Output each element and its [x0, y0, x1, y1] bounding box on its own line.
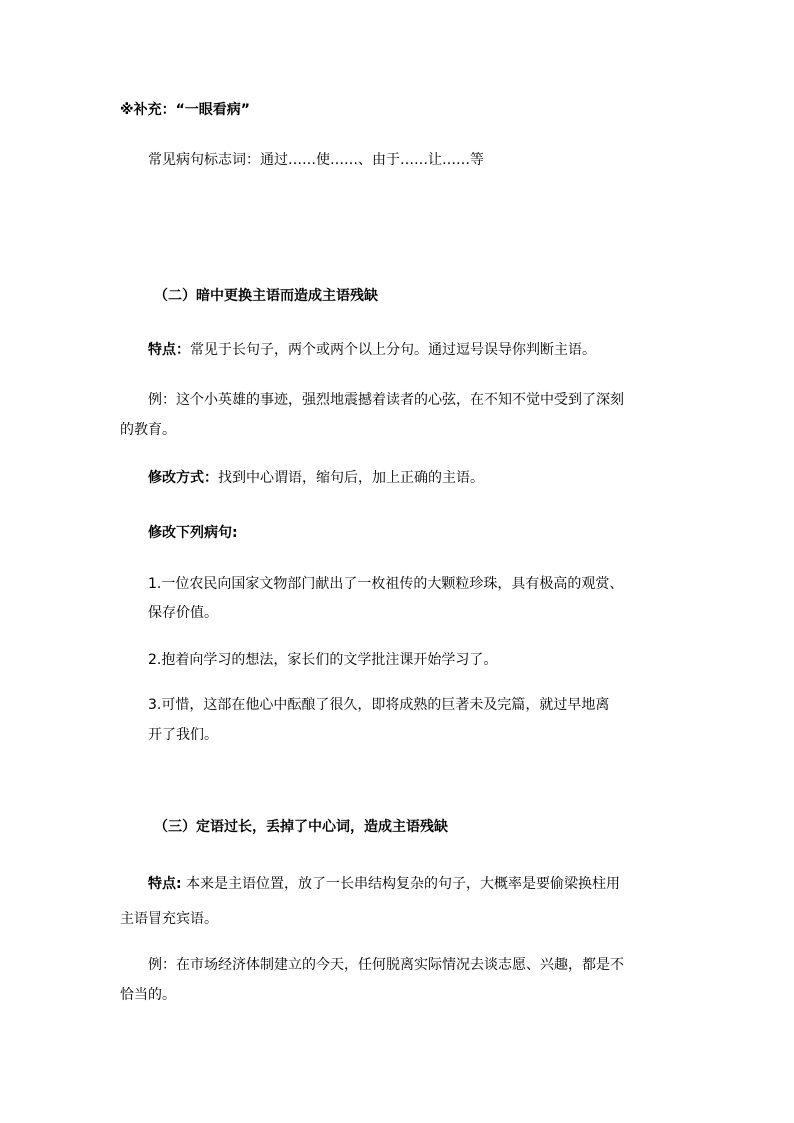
section2-example-line1: 例：这个小英雄的事迹，强烈地震撼着读者的心弦，在不知不觉中受到了深刻	[148, 392, 624, 408]
section2-feature	[148, 340, 596, 360]
section2-example-line2: 的教育。	[120, 422, 176, 438]
section3-example-line1: 例：在市场经济体制建立的今天，任何脱离实际情况去谈志愿、兴趣，都是不	[148, 957, 624, 973]
exercise-item-3-line2: 开了我们。	[148, 727, 218, 743]
supplement-heading: ※补充：“一眼看病”	[120, 102, 251, 118]
section3-example-line2: 恰当的。	[120, 987, 176, 1003]
exercise-item-1-line2: 保存价值。	[148, 605, 218, 621]
supplement-body: 常见病句标志词：通过……使……、由于……让……等	[148, 152, 484, 168]
section3-heading: （三）定语过长，丢掉了中心词，造成主语残缺	[154, 819, 448, 835]
exercise-item-1-line1: 1.一位农民向国家文物部门献出了一枚祖传的大颗粒珍珠，具有极高的观赏、	[148, 576, 624, 592]
section3-feature-line2: 主语冒充宾语。	[120, 911, 218, 927]
exercise-item-2-line1: 2.抱着向学习的想法，家长们的文学批注课开始学习了。	[148, 652, 498, 668]
section2-method-text: 找到中心谓语，缩句后，加上正确的主语。	[218, 470, 484, 486]
section2-method-label: 修改方式：	[148, 470, 218, 486]
section2-method	[148, 468, 484, 488]
section3-feature-line1	[148, 874, 620, 894]
exercise-item-3-line1: 3.可惜，这部在他心中酝酿了很久，即将成熟的巨著未及完篇，就过早地离	[148, 697, 610, 713]
section2-heading: （二）暗中更换主语而造成主语残缺	[154, 288, 378, 304]
section2-feature-text: 常见于长句子，两个或两个以上分句。通过逗号误导你判断主语。	[190, 342, 596, 358]
section3-feature-text: 本来是主语位置，放了一长串结构复杂的句子，大概率是要偷梁换柱用	[186, 876, 621, 892]
section2-feature-label: 特点：	[148, 342, 190, 358]
section3-feature-label: 特点:	[148, 876, 182, 892]
section2-exercise-heading: 修改下列病句:	[148, 525, 238, 541]
